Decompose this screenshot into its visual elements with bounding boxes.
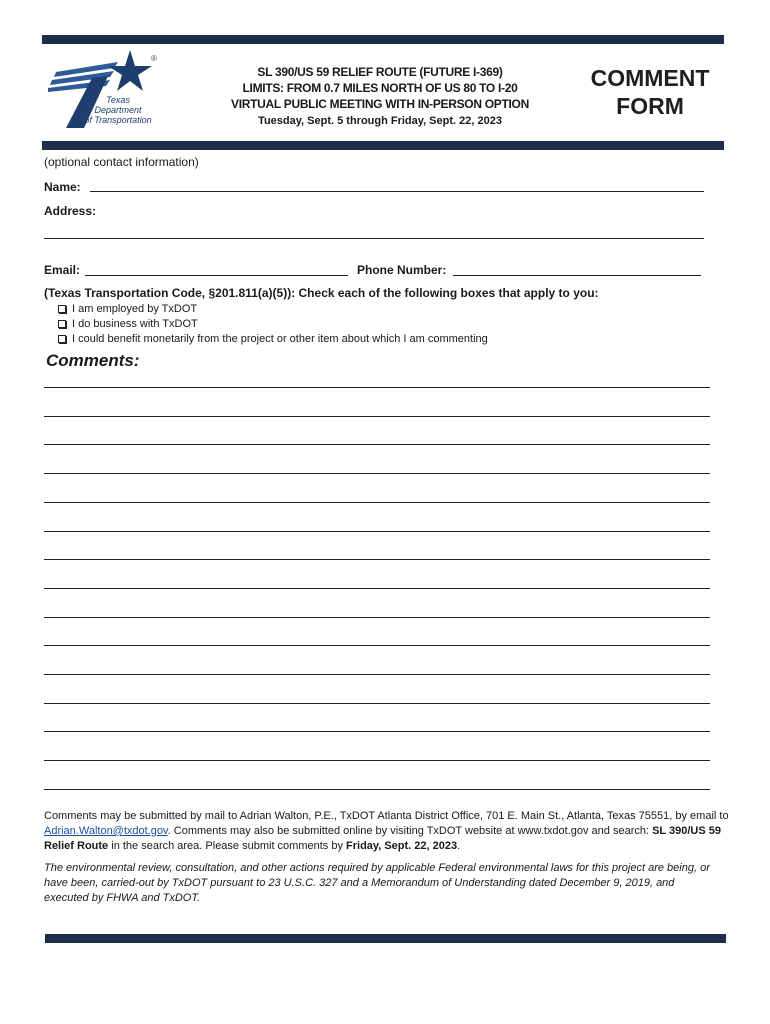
comment-line[interactable] <box>44 703 710 704</box>
checkbox-label: I do business with TxDOT <box>72 318 198 330</box>
comment-line[interactable] <box>44 502 710 503</box>
header-line-3: VIRTUAL PUBLIC MEETING WITH IN-PERSON OPTION <box>231 97 529 111</box>
comment-line[interactable] <box>44 387 710 388</box>
search-term: SL 390/US 59 Relief Route <box>44 825 721 852</box>
checkbox-benefit[interactable] <box>58 333 488 345</box>
footer-text: . Comments may also be submitted online by visiting TxDOT website at www.txdot.gov and search: <box>167 825 653 837</box>
checkbox-box[interactable] <box>58 335 66 343</box>
form-title <box>580 64 720 120</box>
checkbox-label: I could benefit monetarily from the project or other item about which I am commenting <box>72 333 488 345</box>
logo-line-1: Texas <box>106 95 130 105</box>
form-title-line-1: COMMENT <box>590 65 710 91</box>
comments-title: Comments: <box>46 351 140 370</box>
top-bar <box>42 35 724 44</box>
meeting-dates: Tuesday, Sept. 5 through Friday, Sept. 22, 2023 <box>258 115 502 127</box>
checkbox-box[interactable] <box>58 320 66 328</box>
comment-line[interactable] <box>44 674 710 675</box>
comment-line[interactable] <box>44 416 710 417</box>
checkbox-employed[interactable] <box>58 303 197 315</box>
email-field[interactable] <box>85 275 348 276</box>
comment-line[interactable] <box>44 559 710 560</box>
comment-line[interactable] <box>44 789 710 790</box>
logo-line-3: of Transportation <box>84 115 152 125</box>
comment-line[interactable] <box>44 617 710 618</box>
optional-contact-note: (optional contact information) <box>44 155 199 169</box>
checkbox-business[interactable] <box>58 318 198 330</box>
submission-instructions <box>44 809 730 854</box>
address-label: Address: <box>44 204 97 218</box>
name-label: Name: <box>44 180 81 194</box>
footer-text: Comments may be submitted by mail to Adrian Walton, P.E., TxDOT Atlanta District Office, 701 E. Main St., Atlanta, Texas 75551, by email to <box>44 810 729 822</box>
logo-line-2: Department <box>94 105 142 115</box>
header-line-1: SL 390/US 59 RELIEF ROUTE (FUTURE I-369) <box>257 65 503 79</box>
environmental-statement: The environmental review, consultation, and other actions required by applicable Federal environmental laws for this project are being, or have been, carried-out by TxDOT pursuant to 23 U.S.C. 327 and a Memorandum of Understanding dated December 9, 2019, and executed by FHWA and TxDOT. <box>44 862 710 904</box>
address-field[interactable] <box>44 238 704 239</box>
name-field[interactable] <box>90 191 704 192</box>
transportation-code-heading: (Texas Transportation Code, §201.811(a)(5)): Check each of the following boxes that apply to you: <box>44 286 599 300</box>
header-line-2: LIMITS: FROM 0.7 MILES NORTH OF US 80 TO I-20 <box>242 81 518 95</box>
checkbox-box[interactable] <box>58 305 66 313</box>
comment-line[interactable] <box>44 444 710 445</box>
checkbox-label: I am employed by TxDOT <box>72 303 198 315</box>
comment-line[interactable] <box>44 645 710 646</box>
comment-line[interactable] <box>44 531 710 532</box>
logo-wordmark <box>78 95 158 125</box>
header-divider-bar <box>42 141 724 150</box>
email-label: Email: <box>44 263 81 277</box>
phone-field[interactable] <box>453 275 701 276</box>
comment-line[interactable] <box>44 760 710 761</box>
bottom-bar <box>45 934 726 943</box>
comment-line[interactable] <box>44 588 710 589</box>
deadline: Friday, Sept. 22, 2023 <box>346 840 458 852</box>
footer-text: . <box>457 840 461 852</box>
footer-text: in the search area. Please submit comments by <box>108 840 347 852</box>
comment-line[interactable] <box>44 731 710 732</box>
form-title-line-2: FORM <box>616 93 684 119</box>
phone-label: Phone Number: <box>357 263 447 277</box>
registered-mark: ® <box>151 54 157 63</box>
comment-line[interactable] <box>44 473 710 474</box>
email-link[interactable]: Adrian.Walton@txdot.gov <box>44 825 168 837</box>
